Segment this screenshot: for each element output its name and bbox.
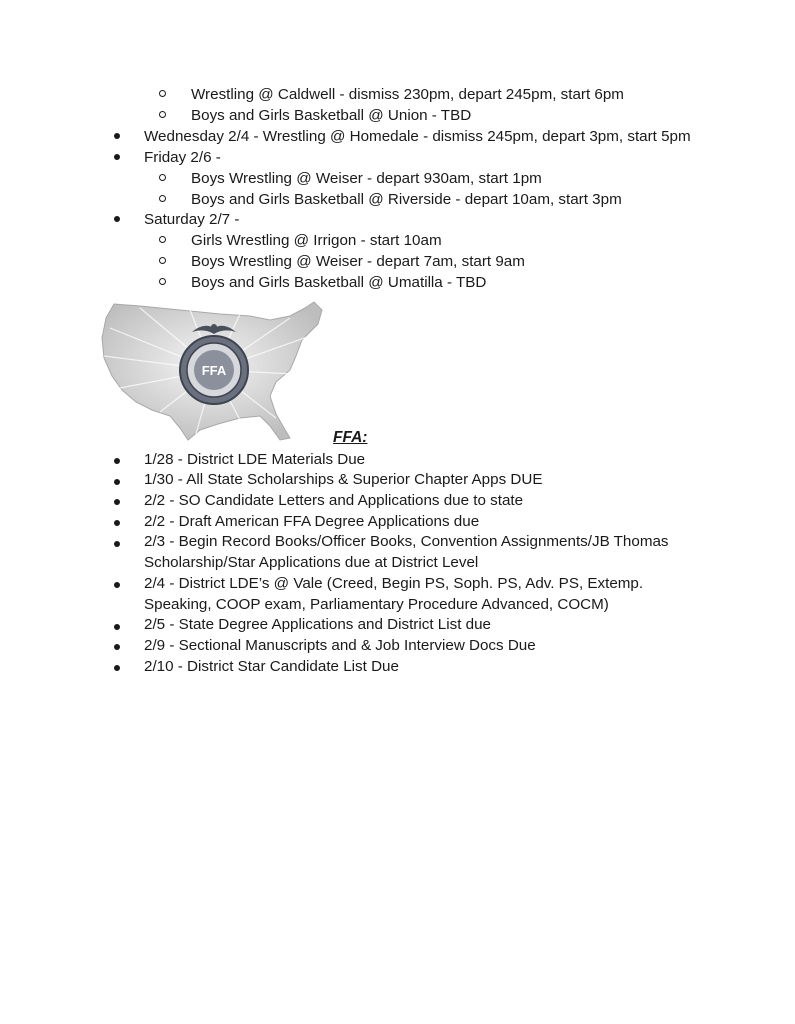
list-bullet xyxy=(114,644,120,650)
list-item: 1/30 - All State Scholarships & Superior Chapter Apps DUE xyxy=(144,471,543,488)
list-item: 2/2 - Draft American FFA Degree Applications due xyxy=(144,513,480,530)
list-item-line: 2/4 - District LDE’s @ Vale (Creed, Begin PS, Soph. PS, Adv. PS, Extemp. xyxy=(144,575,644,592)
list-item: 2/9 - Sectional Manuscripts and & Job Interview Docs Due xyxy=(144,637,536,654)
list-bullet xyxy=(114,582,120,588)
list-item: Boys and Girls Basketball @ Riverside - depart 10am, start 3pm xyxy=(191,191,622,208)
list-bullet xyxy=(159,195,166,202)
list-item: 1/28 - District LDE Materials Due xyxy=(144,451,366,468)
list-item-line: Speaking, COOP exam, Parliamentary Procedure Advanced, COCM) xyxy=(144,596,609,613)
list-item: Boys Wrestling @ Weiser - depart 7am, start 9am xyxy=(191,253,525,270)
list-bullet xyxy=(159,111,166,118)
list-item: 2/10 - District Star Candidate List Due xyxy=(144,658,399,675)
ffa-emblem-map-image xyxy=(100,298,330,444)
list-item: 2/2 - SO Candidate Letters and Applications due to state xyxy=(144,492,524,509)
list-item: Wrestling @ Caldwell - dismiss 230pm, depart 245pm, start 6pm xyxy=(191,86,624,103)
list-item: 2/5 - State Degree Applications and District List due xyxy=(144,616,491,633)
list-bullet xyxy=(114,458,120,464)
ffa-section-heading: FFA: xyxy=(333,429,368,446)
list-item: Boys and Girls Basketball @ Umatilla - TBD xyxy=(191,274,487,291)
list-item: Wednesday 2/4 - Wrestling @ Homedale - dismiss 245pm, depart 3pm, start 5pm xyxy=(144,128,691,145)
list-item: Boys Wrestling @ Weiser - depart 930am, start 1pm xyxy=(191,170,542,187)
list-bullet xyxy=(114,665,120,671)
list-bullet xyxy=(159,257,166,264)
list-bullet xyxy=(159,90,166,97)
list-item: Girls Wrestling @ Irrigon - start 10am xyxy=(191,232,442,249)
list-bullet xyxy=(159,174,166,181)
list-item: Saturday 2/7 - xyxy=(144,211,240,228)
list-item-line: Scholarship/Star Applications due at District Level xyxy=(144,554,479,571)
list-bullet xyxy=(114,154,120,160)
list-bullet xyxy=(159,278,166,285)
list-bullet xyxy=(114,479,120,485)
list-bullet xyxy=(114,216,120,222)
list-item: Friday 2/6 - xyxy=(144,149,221,166)
list-bullet xyxy=(114,624,120,630)
list-bullet xyxy=(114,520,120,526)
list-bullet xyxy=(159,236,166,243)
list-bullet xyxy=(114,541,120,547)
list-item: Boys and Girls Basketball @ Union - TBD xyxy=(191,107,472,124)
ffa-emblem-lettering: FFA xyxy=(201,363,227,378)
list-bullet xyxy=(114,499,120,505)
list-bullet xyxy=(114,133,120,139)
list-item-line: 2/3 - Begin Record Books/Officer Books, Convention Assignments/JB Thomas xyxy=(144,533,669,550)
